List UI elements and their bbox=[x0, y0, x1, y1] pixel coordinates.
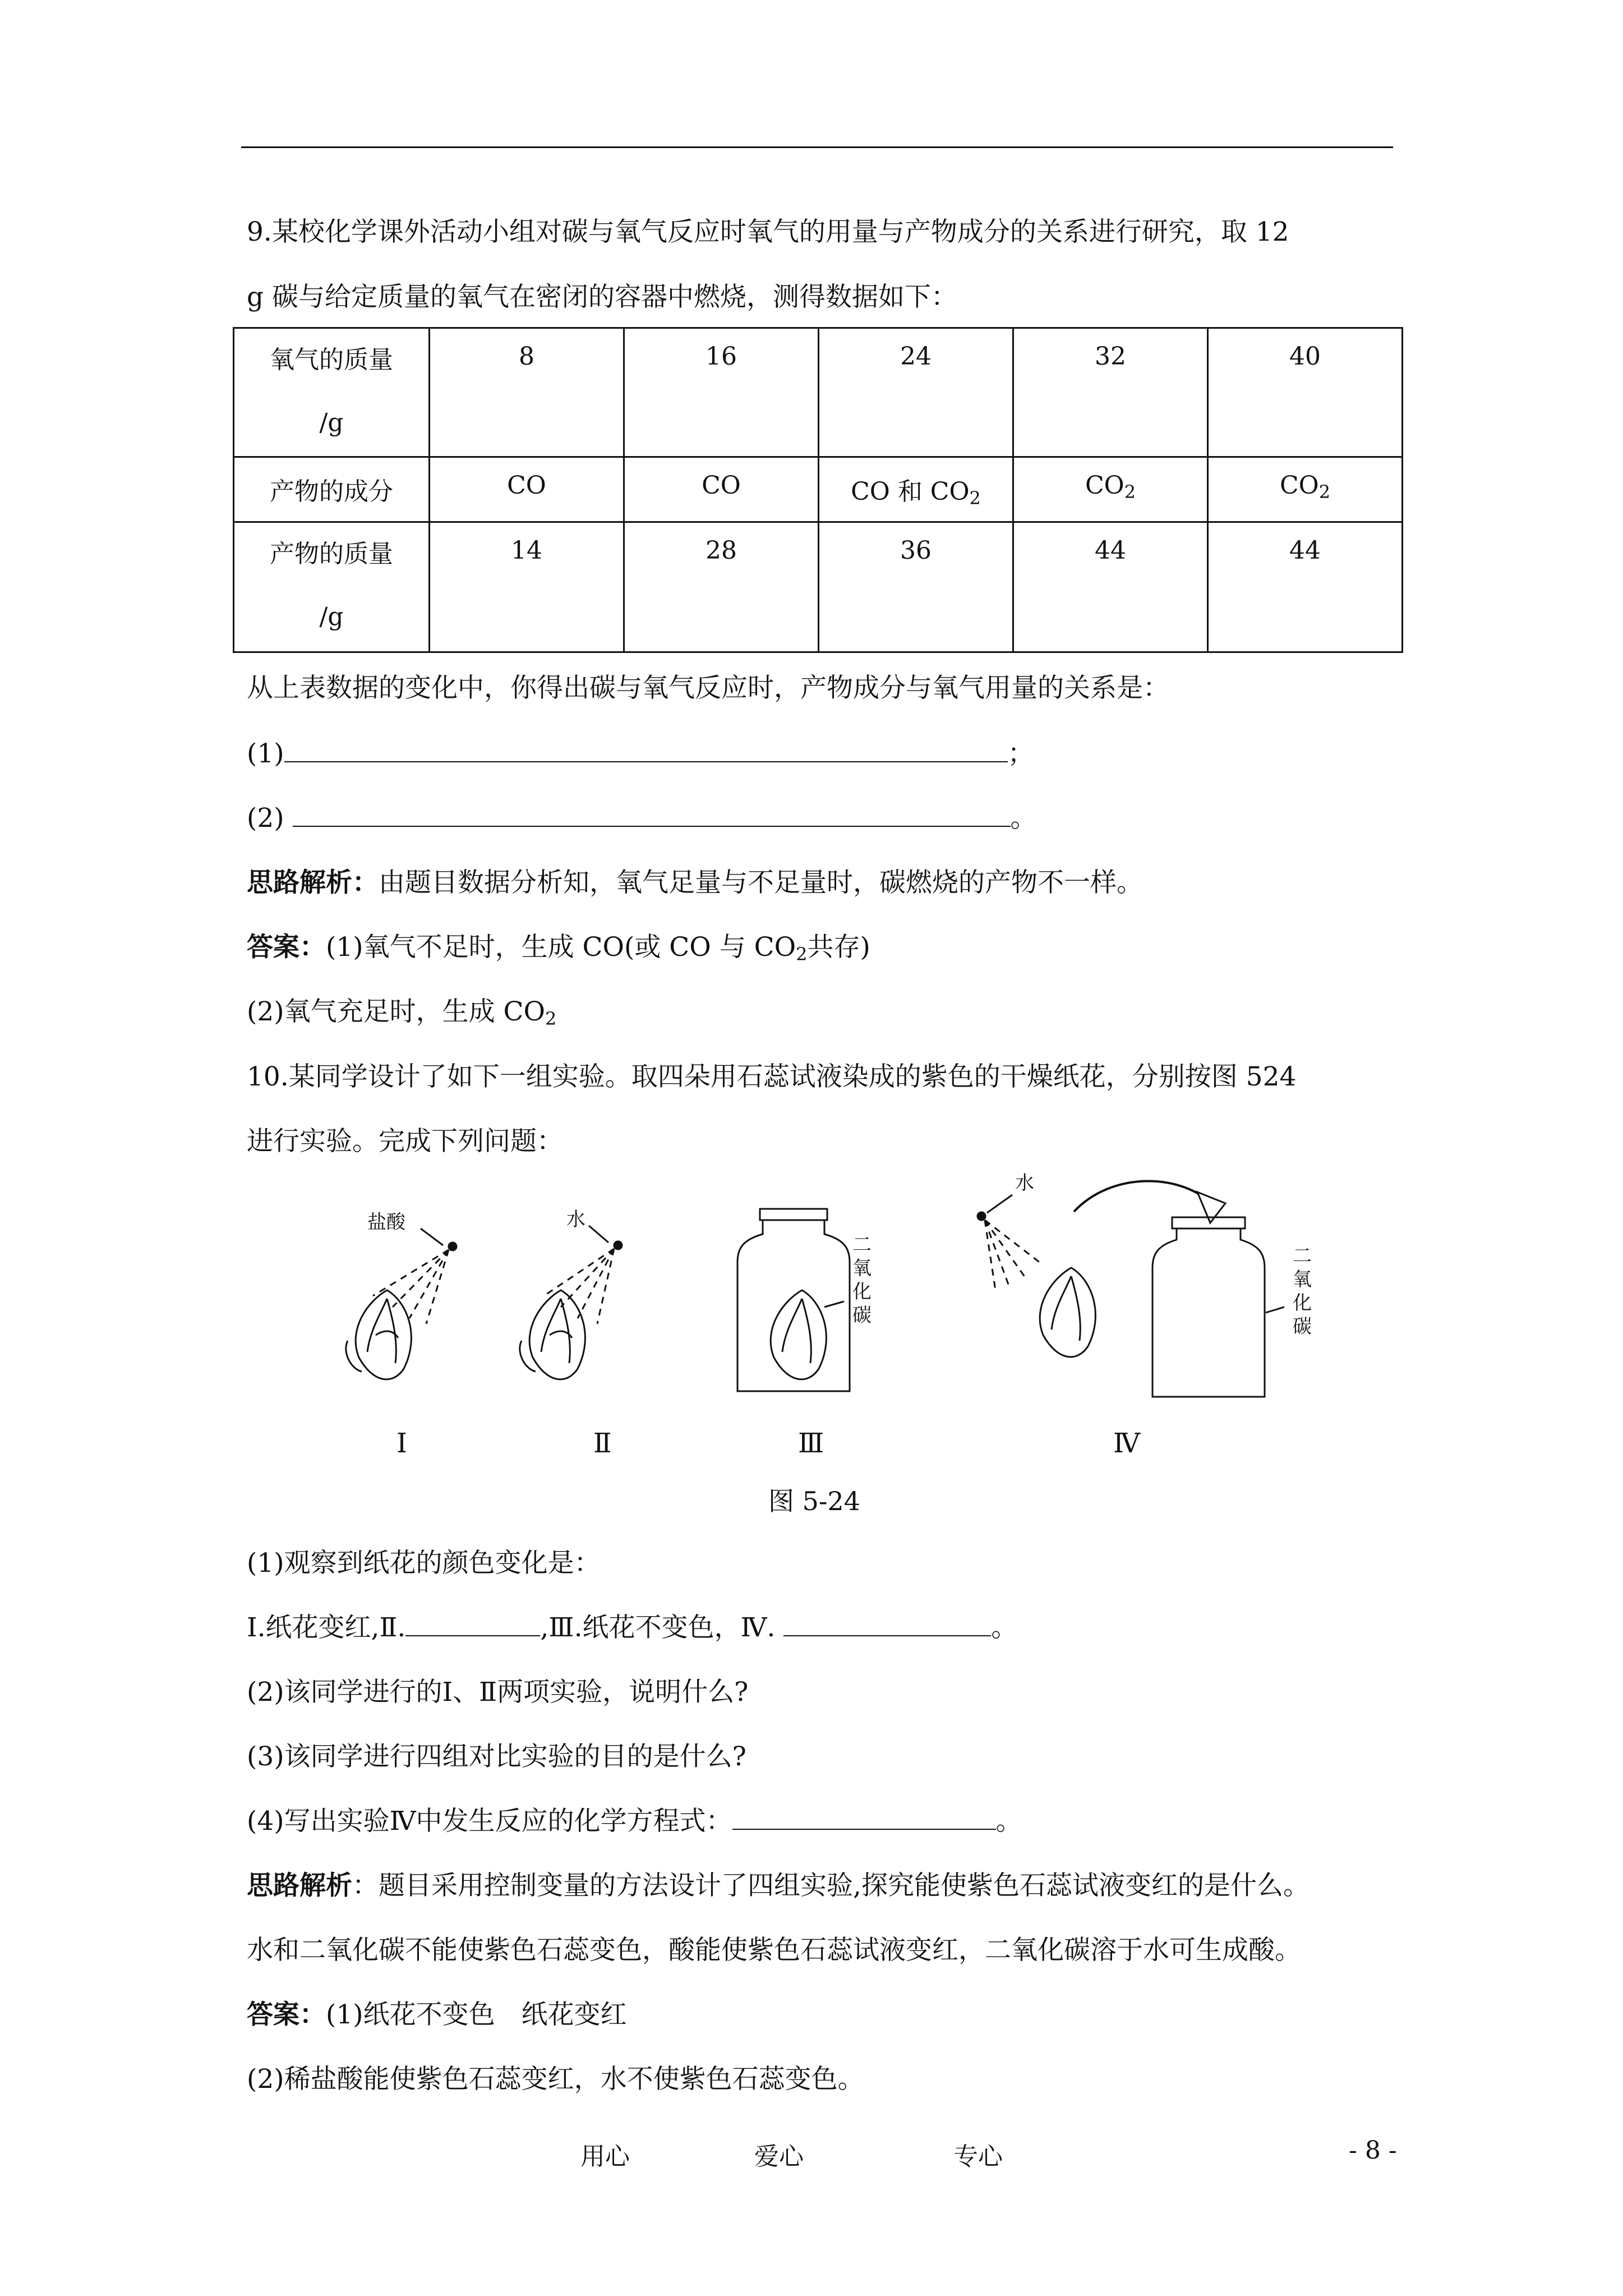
svg-text:化: 化 bbox=[852, 1281, 872, 1303]
experiment-1-hcl-spray bbox=[346, 1211, 457, 1379]
experiment-2-water-spray bbox=[520, 1208, 622, 1379]
leader-line bbox=[589, 1226, 608, 1243]
fill-end: 。 bbox=[991, 1612, 1018, 1643]
blank-label: (1) bbox=[247, 738, 284, 769]
label-hcl: 盐酸 bbox=[367, 1211, 405, 1234]
table-cell: 32 bbox=[1013, 328, 1208, 457]
q10-answer2: (2)稀盐酸能使紫色石蕊变红，水不使紫色石蕊变色。 bbox=[247, 2064, 864, 2095]
jar-icon bbox=[1152, 1228, 1265, 1397]
fill-text: ,Ⅲ.纸花不变色，Ⅳ. bbox=[540, 1612, 776, 1643]
table-row-header: 产物的成分 bbox=[234, 457, 430, 522]
q9-question: 从上表数据的变化中，你得出碳与氧气反应时，产物成分与氧气用量的关系是： bbox=[247, 673, 1169, 703]
table-cell bbox=[1208, 457, 1403, 522]
table-cell: 14 bbox=[430, 522, 624, 652]
analysis-label: 思路解析 bbox=[247, 1870, 352, 1901]
q9-analysis bbox=[247, 865, 1143, 901]
q10-sub2: (2)该同学进行的Ⅰ、Ⅱ两项实验，说明什么? bbox=[247, 1677, 749, 1708]
subscript: 2 bbox=[969, 487, 981, 509]
blank-label: (2) bbox=[247, 803, 284, 834]
header-rule bbox=[241, 146, 1393, 148]
row-header-unit: /g bbox=[319, 602, 344, 631]
footer-item: 爱心 bbox=[754, 2142, 804, 2171]
q9-answer2 bbox=[247, 994, 556, 1030]
table-row bbox=[234, 522, 1403, 652]
blank-end: 。 bbox=[995, 1806, 1022, 1837]
row-header-label: 氧气的质量 bbox=[270, 346, 393, 374]
q9-answer1 bbox=[247, 930, 870, 965]
q10-sub1-fill bbox=[247, 1610, 1017, 1646]
table-cell: 40 bbox=[1208, 328, 1403, 457]
experiment-3-co2-jar bbox=[737, 1209, 872, 1391]
q9-line1: 9.某校化学课外活动小组对碳与氧气反应时氧气的用量与产物成分的关系进行研究，取 12 bbox=[247, 217, 1289, 247]
svg-text:氧: 氧 bbox=[852, 1257, 872, 1280]
q9-line2: g 碳与给定质量的氧气在密闭的容器中燃烧，测得数据如下： bbox=[247, 282, 958, 312]
subscript: 2 bbox=[796, 944, 808, 965]
q9-blank1 bbox=[247, 736, 1034, 772]
table-cell: 28 bbox=[624, 522, 819, 652]
footer-item: 专心 bbox=[953, 2142, 1003, 2171]
svg-text:氧: 氧 bbox=[1293, 1268, 1312, 1291]
paper-flower-icon bbox=[771, 1290, 826, 1379]
cell-text: CO bbox=[1085, 471, 1124, 500]
label-co2 bbox=[852, 1234, 872, 1327]
q10-line2: 进行实验。完成下列问题： bbox=[247, 1126, 563, 1157]
jar-stopper bbox=[760, 1209, 827, 1220]
answer-text: (1)氧气不足时，生成 CO(或 CO 与 CO bbox=[326, 932, 796, 963]
question-text: (4)写出实验Ⅳ中发生反应的化学方程式： bbox=[247, 1806, 732, 1837]
experiment-4-water-then-co2 bbox=[978, 1172, 1312, 1397]
answer-blank[interactable] bbox=[732, 1804, 996, 1830]
answer-text: (2)氧气充足时，生成 CO bbox=[247, 996, 546, 1027]
leader-line bbox=[421, 1228, 443, 1245]
blank-end: 。 bbox=[1010, 803, 1037, 834]
answer-text: 共存) bbox=[807, 932, 870, 963]
table-cell: 44 bbox=[1208, 522, 1403, 652]
svg-text:化: 化 bbox=[1293, 1292, 1312, 1314]
table-cell: CO bbox=[430, 457, 624, 522]
table-cell: 24 bbox=[819, 328, 1013, 457]
paper-flower-icon bbox=[529, 1290, 585, 1379]
q10-answer1 bbox=[247, 1997, 627, 2033]
q10-analysis1 bbox=[247, 1868, 1310, 1904]
label-experiment-1: Ⅰ bbox=[396, 1428, 407, 1459]
table-cell: CO bbox=[624, 457, 819, 522]
subscript: 2 bbox=[545, 1008, 557, 1029]
paper-flower-icon bbox=[1040, 1268, 1095, 1357]
footer-item: 用心 bbox=[580, 2142, 630, 2171]
answer-text: (1)纸花不变色 纸花变红 bbox=[326, 1999, 627, 2030]
svg-text:碳: 碳 bbox=[1293, 1315, 1312, 1338]
curved-arrow-icon bbox=[1074, 1181, 1211, 1212]
label-experiment-4: Ⅳ bbox=[1113, 1428, 1140, 1459]
spray-lines bbox=[985, 1220, 1043, 1290]
row-header-unit: /g bbox=[319, 408, 344, 437]
nozzle-icon bbox=[978, 1212, 985, 1220]
label-experiment-3: Ⅲ bbox=[798, 1428, 824, 1459]
answer-blank[interactable] bbox=[783, 1611, 991, 1636]
q10-sub4 bbox=[247, 1803, 1022, 1839]
table-cell bbox=[1013, 457, 1208, 522]
label-water: 水 bbox=[1015, 1172, 1034, 1194]
jar-icon bbox=[737, 1220, 850, 1391]
paper-flower-icon bbox=[356, 1290, 411, 1379]
label-co2 bbox=[1293, 1245, 1312, 1338]
leader-line bbox=[987, 1195, 1012, 1213]
cell-text: CO 和 CO bbox=[851, 477, 970, 506]
answer-label: 答案： bbox=[247, 932, 326, 963]
table-row bbox=[234, 457, 1403, 522]
figure-caption: 图 5-24 bbox=[768, 1486, 860, 1516]
q10-analysis2: 水和二氧化碳不能使紫色石蕊变色，酸能使紫色石蕊试液变红，二氧化碳溶于水可生成酸。 bbox=[247, 1935, 1301, 1966]
subscript: 2 bbox=[1318, 481, 1331, 503]
table-row-header bbox=[234, 328, 430, 457]
cell-text: CO bbox=[1279, 471, 1319, 500]
table-cell: 8 bbox=[430, 328, 624, 457]
table-cell: 16 bbox=[624, 328, 819, 457]
answer-blank[interactable] bbox=[405, 1611, 540, 1636]
label-experiment-2: Ⅱ bbox=[593, 1428, 612, 1459]
blank-end: ； bbox=[1007, 738, 1034, 769]
analysis-label: 思路解析： bbox=[247, 867, 379, 898]
row-header-label: 产物的质量 bbox=[270, 540, 393, 568]
svg-text:碳: 碳 bbox=[852, 1304, 872, 1327]
nozzle-icon bbox=[449, 1243, 457, 1250]
nozzle-icon bbox=[614, 1241, 622, 1249]
page-number: - 8 - bbox=[1349, 2136, 1397, 2165]
table-row-header bbox=[234, 522, 430, 652]
leader-line bbox=[1266, 1307, 1284, 1313]
table-row bbox=[234, 328, 1403, 457]
answer-blank[interactable] bbox=[293, 801, 1011, 827]
data-table bbox=[233, 327, 1403, 653]
svg-text:二: 二 bbox=[852, 1234, 872, 1256]
label-water: 水 bbox=[566, 1208, 585, 1231]
leader-line bbox=[824, 1301, 844, 1307]
arrowhead-icon bbox=[1197, 1192, 1225, 1223]
analysis-text: 由题目数据分析知，氧气足量与不足量时，碳燃烧的产物不一样。 bbox=[379, 867, 1143, 898]
table-cell bbox=[819, 457, 1013, 522]
q10-sub3: (3)该同学进行四组对比实验的目的是什么? bbox=[247, 1741, 746, 1772]
answer-blank[interactable] bbox=[284, 737, 1008, 762]
table-cell: 36 bbox=[819, 522, 1013, 652]
fill-text: Ⅰ.纸花变红,Ⅱ. bbox=[247, 1612, 406, 1643]
q10-line1: 10.某同学设计了如下一组实验。取四朵用石蕊试液染成的紫色的干燥纸花，分别按图 524 bbox=[247, 1061, 1297, 1092]
svg-text:二: 二 bbox=[1293, 1245, 1312, 1267]
experiment-figure bbox=[314, 1150, 1368, 1475]
q10-sub1: (1)观察到纸花的颜色变化是： bbox=[247, 1548, 601, 1579]
table-cell: 44 bbox=[1013, 522, 1208, 652]
subscript: 2 bbox=[1124, 481, 1136, 503]
answer-label: 答案： bbox=[247, 1999, 326, 2030]
spray-lines bbox=[373, 1250, 449, 1324]
analysis-text: ：题目采用控制变量的方法设计了四组实验,探究能使紫色石蕊试液变红的是什么。 bbox=[352, 1870, 1310, 1901]
q9-blank2 bbox=[247, 800, 1037, 836]
